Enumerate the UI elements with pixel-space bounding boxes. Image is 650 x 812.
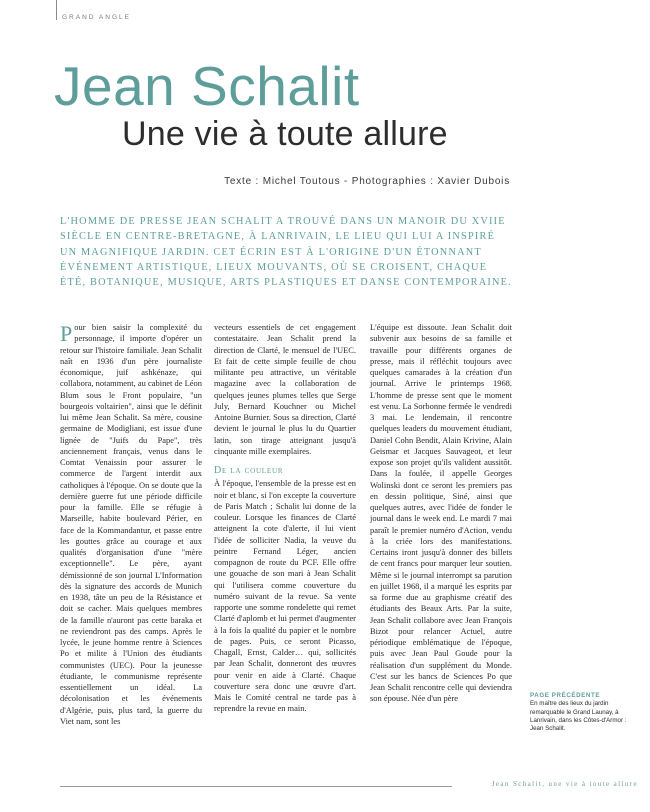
column-2-text-b: À l'époque, l'ensemble de la presse est en noir et blanc, si l'on excepte la couverture de Paris Match ; Schalit lui donne de la couleur. Lorsque les finances de Clarté atteignent la cote d'alerte, il lui vient l'idée de solliciter Nadia, la veuve du peintre Fernand Léger, ancien compagnon de route du PCF. Elle offre une gouache de son mari à Jean Schalit qui l'utilisera comme couverture du numéro suivant de la revue. Sa vente rapporte une somme rondelette qui remet Clarté d'aplomb et lui permet d'augmenter à la fois la qualité du papier et le nombre de pages. Puis, ce seront Picasso, Chagall, Ernst, Calder… qui, sollicités par Jean Schalit, donneront des œuvres pour venir en aide à Clarté. Chaque couverture sera donc une œuvre d'art. Mais le Comité central ne tarde pas à reprendre la revue en main. [214, 478, 356, 714]
section-kicker: GRAND ANGLE [62, 14, 131, 21]
column-2-text-a: vecteurs essentiels de cet engagement contestataire. Jean Schalit prend la direction de Clarté, le mensuel de l'UEC. Et fait de cette simple feuille de chou militante peu attractive, un véritable magazine avec la collaboration de quelques jeunes plumes telles que Serge July, Bernard Kouchner ou Michel Antoine Burnier. Sous sa direction, Clarté devient le journal le plus lu du Quartier latin, son tirage atteignant jusqu'à cinquante mille exemplaires. [214, 322, 356, 456]
article-subtitle: Une vie à toute allure [122, 115, 448, 153]
article-lead: L'HOMME DE PRESSE JEAN SCHALIT A TROUVÉ DANS UN MANOIR DU XVIIE SIÈCLE EN CENTRE-BRETAGNE, À LANRIVAIN, LE LIEU QUI LUI A INSPIRÉ UN MAGNIFIQUE JARDIN. CET ÉCRIN EST À L'ORIGINE D'UN ÉTONNANT ÉVÉNEMENT ARTISTIQUE, LIEUX MOUVANTS, OÙ SE CROISENT, CHAQUE ÉTÉ, BOTANIQUE, MUSIQUE, ARTS PLASTIQUES ET DANSE CONTEMPORAINE. [60, 216, 512, 289]
article-title: Jean Schalit [54, 55, 360, 117]
column-3-text: L'équipe est dissoute. Jean Schalit doit subvenir aux besoins de sa famille et travaille pour différents organes de presse, mais il réfléchit toujours avec quelques camarades à la création d'un journal. Arrive le printemps 1968. L'homme de presse sent que le moment est venu. La Sorbonne fermée le vendredi 3 mai. Le lendemain, il rencontre quelques leaders du mouvement étudiant, Daniel Cohn Bendit, Alain Krivine, Alain Geismar et Jacques Sauvageot, et leur expose son projet qu'ils valident aussitôt. Dans la foulée, il appelle Georges Wolinski dont ce seront les premiers pas en dessin politique, Siné, ainsi que quelques autres, avec l'idée de fonder le journal dans le week end. Le mardi 7 mai paraît le premier numéro d'Action, vendu à la criée lors des manifestations. Certains iront jusqu'à donner des billets de cent francs pour marquer leur soutien. Même si le journal interrompt sa parution en juillet 1968, il a marqué les esprits par sa forme due au graphisme créatif des étudiants des Beaux Arts. Par la suite, Jean Schalit collabore avec Jean François Bizot pour relancer Actuel, autre périodique emblématique de l'époque, puis avec Jean Paul Goude pour la réalisation d'un supplément du Monde. C'est sur les bancs de Sciences Po que Jean Schalit rencontre celle qui deviendra son épouse. Née d'un père [370, 322, 512, 704]
drop-cap: P [60, 322, 73, 346]
article-credits: Texte : Michel Toutous - Photographies : Xavier Dubois [224, 176, 510, 187]
photo-caption [530, 692, 630, 733]
footer-rule [60, 786, 452, 787]
header-rule [56, 0, 57, 20]
section-subhead: De la couleur [214, 465, 284, 476]
column-1-text: our bien saisir la complexité du personnage, il importe d'opérer un retour sur l'histoire familiale. Jean Schalit naît en 1936 d'un père journaliste économique, juif ashkénaze, qui collabora, notamment, au cabinet de Léon Blum sous le Front populaire, "un bourgeois voltairien", ainsi que le définit lui même Jean Schalit. Sa mère, cousine germaine de Modigliani, est issue d'une lignée de "Juifs du Pape", très anciennement français, venus dans le Comtat Venaissin pour assurer le commerce de l'argent interdit aux catholiques à l'époque. On se doute que la dernière guerre fut une période difficile pour la famille. Elle se réfugie à Marseille, habite boulevard Périer, en face de la Kommandantur, et passe entre les gouttes grâce au courage et aux qualités d'organisation d'une "mère exceptionnelle". Le père, ayant démissionné de son journal L'Information dès la signature des accords de Munich en 1938, tâte un peu de la Résistance et doit se cacher. Mais quelques membres de la famille n'auront pas cette baraka et ne reviendront pas des camps. Après le lycée, le jeune homme rentre à Sciences Po et milite à l'Union des étudiants communistes (UEC). Pour la jeunesse étudiante, le communisme représente essentiellement un idéal. La décolonisation et les événements d'Algérie, puis, plus tard, la guerre du Viet nam, sont les [60, 322, 202, 726]
running-footer: Jean Schalit, une vie à toute allure [491, 780, 638, 788]
body-column-1 [60, 322, 202, 727]
caption-text: En maître des lieux du jardin remarquable le Grand Launay, à Lanrivain, dans les Côtes-d'Armor : Jean Schalit. [530, 700, 627, 733]
article-body [60, 322, 515, 762]
body-column-3 [370, 322, 512, 705]
body-column-2 [214, 322, 356, 715]
caption-heading: PAGE PRÉCÉDENTE [530, 692, 601, 699]
